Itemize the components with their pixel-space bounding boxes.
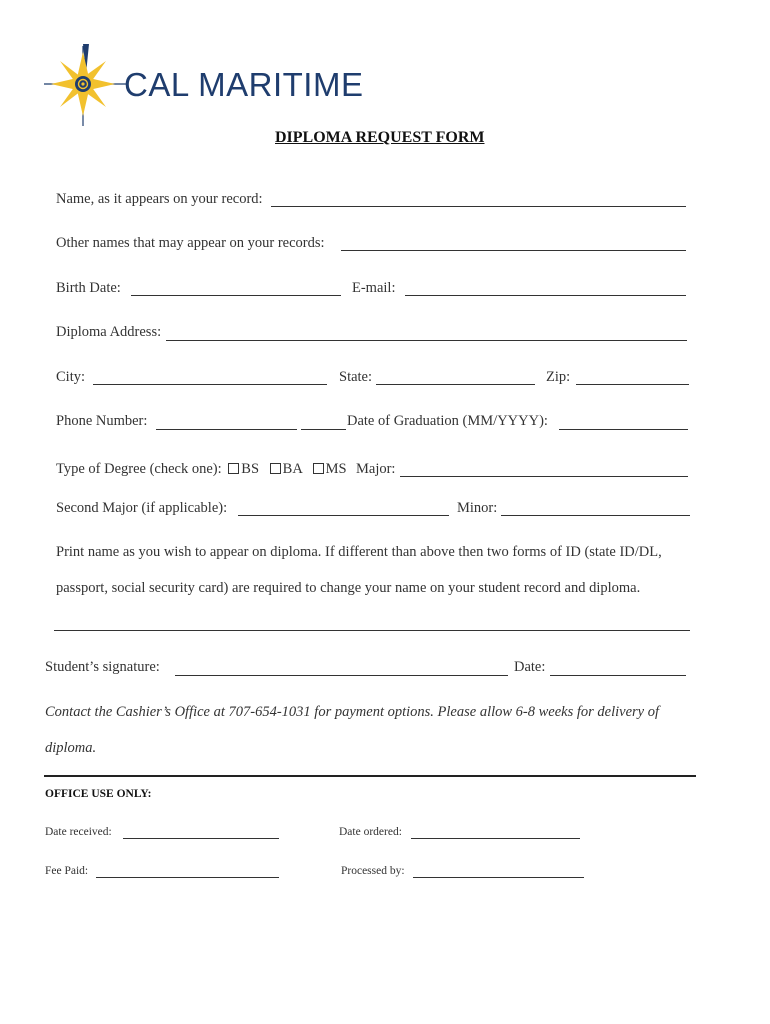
state-label: State: bbox=[339, 369, 373, 385]
instructions-line-1: Print name as you wish to appear on diploma. If different than above then two forms of ID (state ID/DL, bbox=[56, 544, 662, 560]
processed-by-label: Processed by: bbox=[341, 865, 405, 877]
office-divider bbox=[44, 775, 696, 777]
birth-date-label: Birth Date: bbox=[56, 280, 121, 296]
processed-by-field[interactable] bbox=[413, 877, 584, 878]
second-major-label: Second Major (if applicable): bbox=[56, 500, 228, 516]
contact-note-line-1: Contact the Cashier’s Office at 707-654-1031 for payment options. Please allow 6-8 weeks for delivery of bbox=[45, 704, 660, 720]
date-ordered-label: Date ordered: bbox=[339, 826, 402, 838]
diploma-address-field[interactable] bbox=[166, 340, 687, 341]
logo-text: CAL MARITIME bbox=[124, 66, 364, 103]
major-field[interactable] bbox=[400, 476, 688, 477]
checkbox-icon bbox=[228, 463, 239, 474]
signature-date-label: Date: bbox=[514, 659, 546, 675]
contact-note-line-2: diploma. bbox=[45, 740, 97, 756]
phone-extra-line bbox=[301, 429, 346, 430]
state-field[interactable] bbox=[376, 384, 535, 385]
second-major-field[interactable] bbox=[238, 515, 449, 516]
signature-field[interactable] bbox=[175, 675, 508, 676]
degree-option-ba[interactable]: BA bbox=[269, 461, 302, 477]
degree-type-label: Type of Degree (check one): bbox=[56, 461, 222, 477]
date-received-field[interactable] bbox=[123, 838, 279, 839]
degree-option-bs[interactable]: BS bbox=[227, 461, 259, 477]
city-label: City: bbox=[56, 369, 86, 385]
signature-date-field[interactable] bbox=[550, 675, 686, 676]
date-ordered-field[interactable] bbox=[411, 838, 580, 839]
print-name-field[interactable] bbox=[54, 630, 690, 631]
email-field[interactable] bbox=[405, 295, 686, 296]
checkbox-icon bbox=[270, 463, 281, 474]
minor-field[interactable] bbox=[501, 515, 690, 516]
degree-row bbox=[56, 461, 347, 478]
birth-date-field[interactable] bbox=[131, 295, 341, 296]
date-received-label: Date received: bbox=[45, 826, 112, 838]
phone-field[interactable] bbox=[156, 429, 297, 430]
email-label: E-mail: bbox=[352, 280, 396, 296]
name-record-label: Name, as it appears on your record: bbox=[56, 191, 263, 207]
other-names-field[interactable] bbox=[341, 250, 686, 251]
zip-label: Zip: bbox=[546, 369, 571, 385]
phone-label: Phone Number: bbox=[56, 413, 148, 429]
fee-paid-field[interactable] bbox=[96, 877, 279, 878]
name-record-field[interactable] bbox=[271, 206, 686, 207]
fee-paid-label: Fee Paid: bbox=[45, 865, 89, 877]
logo bbox=[44, 44, 364, 128]
grad-date-label: Date of Graduation (MM/YYYY): bbox=[347, 413, 548, 429]
signature-label: Student’s signature: bbox=[45, 659, 160, 675]
diploma-address-label: Diploma Address: bbox=[56, 324, 162, 340]
office-heading: OFFICE USE ONLY: bbox=[45, 788, 152, 800]
compass-star-icon bbox=[44, 44, 128, 128]
major-label: Major: bbox=[356, 461, 396, 477]
other-names-label: Other names that may appear on your records: bbox=[56, 235, 325, 251]
minor-label: Minor: bbox=[457, 500, 498, 516]
zip-field[interactable] bbox=[576, 384, 689, 385]
form-title: DIPLOMA REQUEST FORM bbox=[275, 129, 485, 146]
degree-option-ms[interactable]: MS bbox=[312, 461, 347, 477]
city-field[interactable] bbox=[93, 384, 327, 385]
instructions-line-2: passport, social security card) are required to change your name on your student record and diploma. bbox=[56, 580, 641, 596]
grad-date-field[interactable] bbox=[559, 429, 688, 430]
checkbox-icon bbox=[313, 463, 324, 474]
